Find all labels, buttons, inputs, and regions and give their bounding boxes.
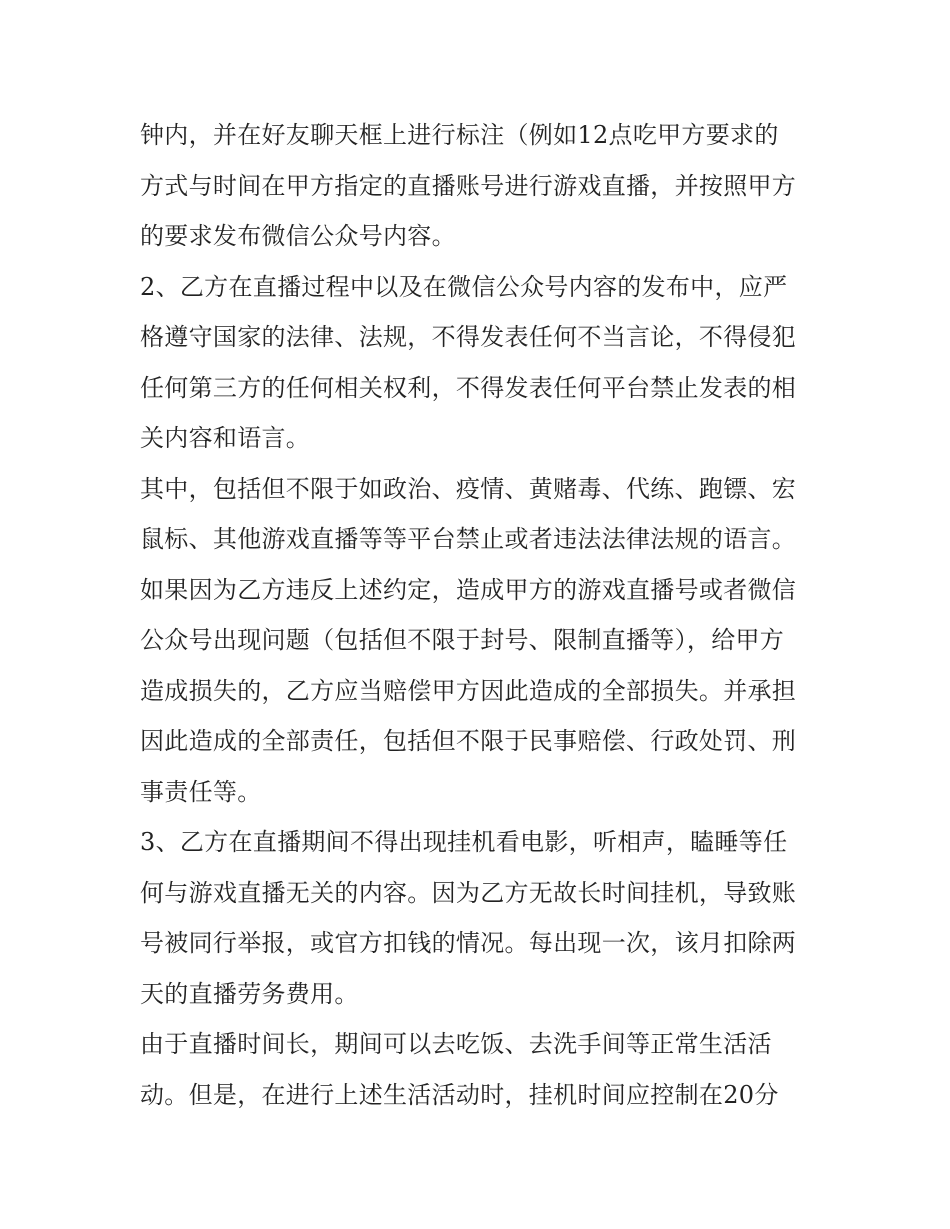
text-line: 何与游戏直播无关的内容。因为乙方无故长时间挂机，导致账 (140, 878, 797, 907)
text-line: 2、乙方在直播过程中以及在微信公众号内容的发布中，应严 (140, 272, 788, 301)
text-line: 事责任等。 (140, 777, 262, 806)
text-line: 造成损失的，乙方应当赔偿甲方因此造成的全部损失。并承担 (140, 676, 797, 705)
text-line: 钟内，并在好友聊天框上进行标注（例如12点吃甲方要求的 (140, 121, 779, 149)
document-body (140, 110, 820, 1120)
text-line: 因此造成的全部责任，包括但不限于民事赔偿、行政处罚、刑 (140, 727, 797, 755)
text-line: 鼠标、其他游戏直播等等平台禁止或者违法法律法规的语言。 (140, 525, 797, 553)
text-line: 由于直播时间长，期间可以去吃饭、去洗手间等正常生活活 (140, 1030, 772, 1058)
text-line: 天的直播劳务费用。 (140, 979, 359, 1008)
text-line: 任何第三方的任何相关权利，不得发表任何平台禁止发表的相 (140, 373, 797, 402)
text-line: 3、乙方在直播期间不得出现挂机看电影，听相声，瞌睡等任 (140, 828, 788, 856)
text-line: 其中，包括但不限于如政治、疫情、黄赌毒、代练、跑镖、宏 (140, 474, 797, 503)
text-line: 格遵守国家的法律、法规，不得发表任何不当言论，不得侵犯 (140, 323, 797, 351)
text-line: 号被同行举报，或官方扣钱的情况。每出现一次，该月扣除两 (140, 929, 797, 957)
text-line: 的要求发布微信公众号内容。 (140, 222, 456, 250)
text-line: 如果因为乙方违反上述约定，造成甲方的游戏直播号或者微信 (140, 575, 797, 604)
text-line: 关内容和语言。 (140, 424, 311, 452)
text-line: 方式与时间在甲方指定的直播账号进行游戏直播，并按照甲方 (140, 171, 797, 200)
text-line: 动。但是，在进行上述生活活动时，挂机时间应控制在20分 (140, 1080, 779, 1109)
text-line: 公众号出现问题（包括但不限于封号、限制直播等），给甲方 (140, 626, 785, 654)
